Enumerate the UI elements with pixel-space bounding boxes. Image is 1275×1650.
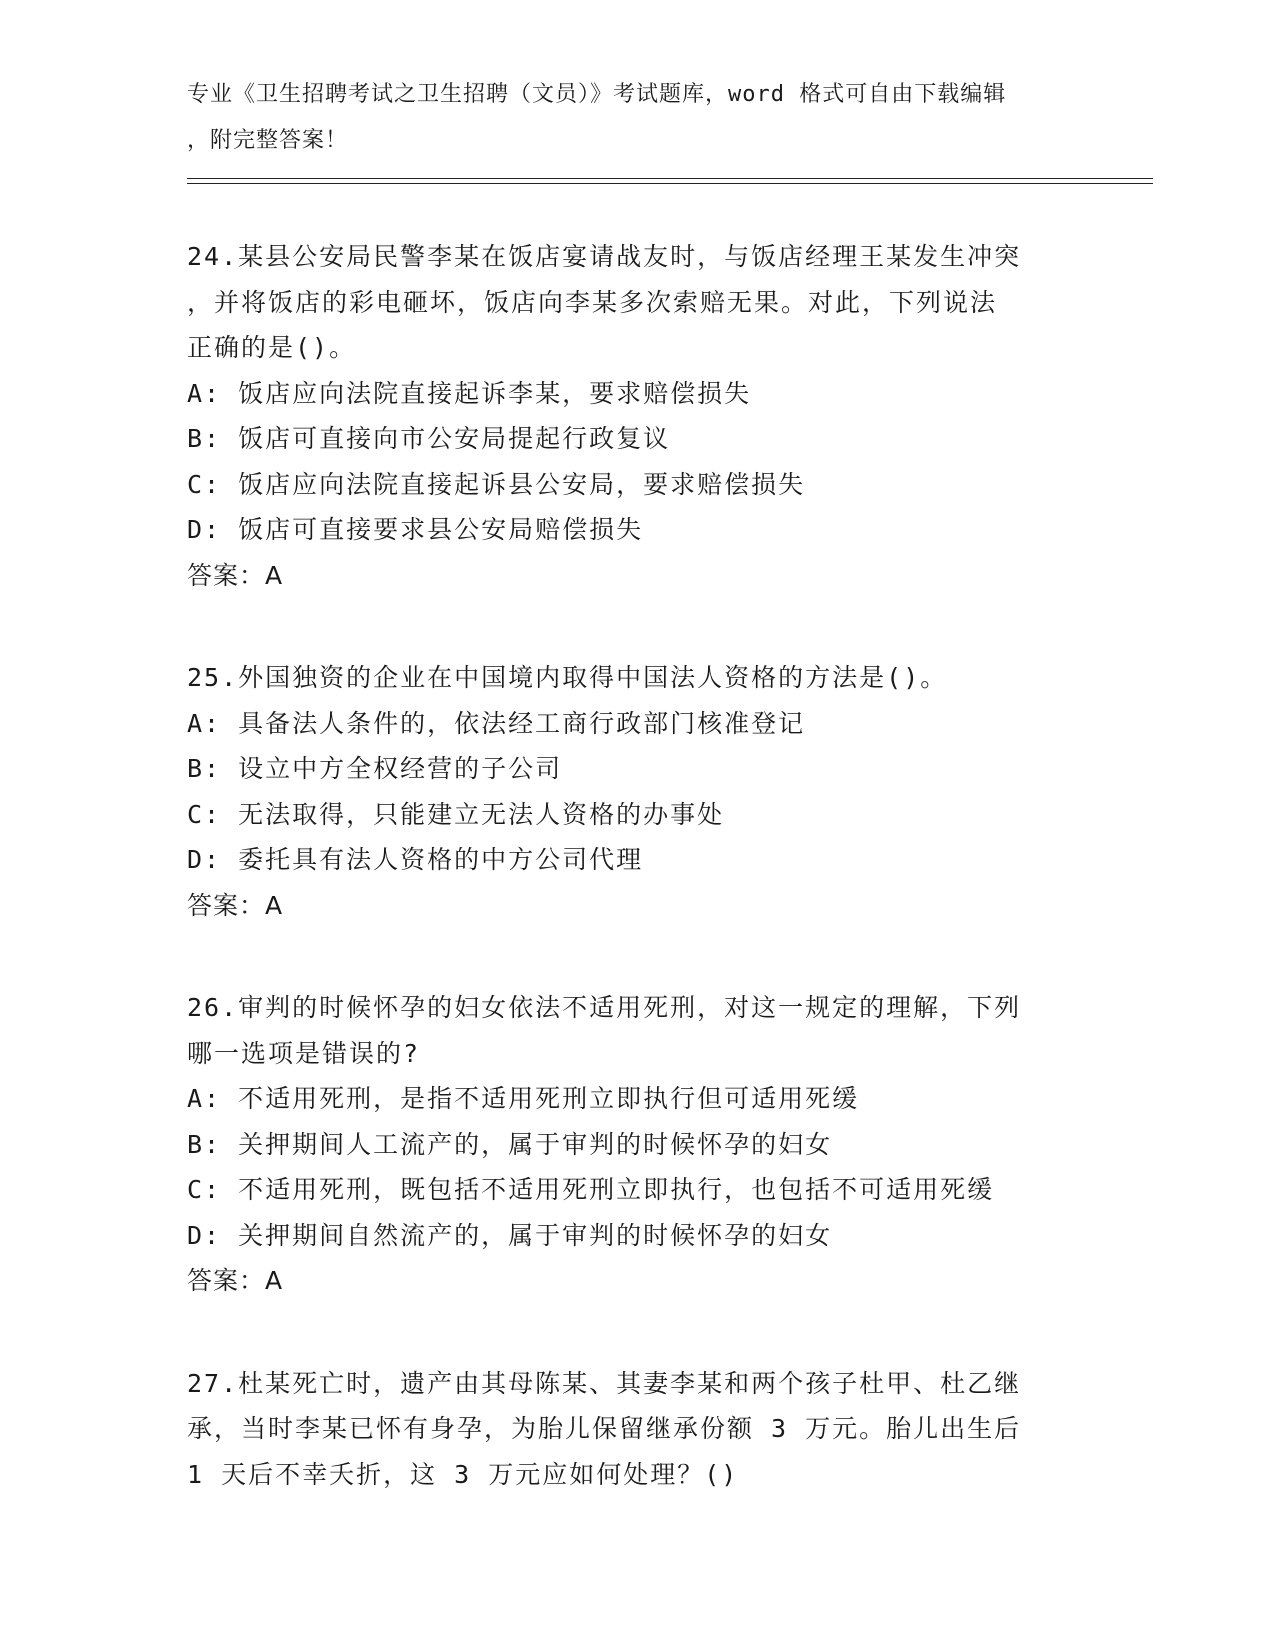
option-c: C: 不适用死刑，既包括不适用死刑立即执行，也包括不可适用死缓 <box>187 1175 995 1204</box>
question-stem: 正确的是()。 <box>187 333 357 362</box>
header-line-1: 专业《卫生招聘考试之卫生招聘（文员）》考试题库，word 格式可自由下载编辑 <box>187 82 1007 107</box>
option-c: C: 饭店应向法院直接起诉县公安局，要求赔偿损失 <box>187 469 806 499</box>
option-b: B: 饭店可直接向市公安局提起行政复议 <box>187 424 671 453</box>
option-d: D: 关押期间自然流产的，属于审判的时候怀孕的妇女 <box>187 1220 833 1250</box>
question-list <box>187 234 1087 1554</box>
question-stem: 1 天后不幸夭折，这 3 万元应如何处理？() <box>187 1459 739 1489</box>
option-a: A: 具备法人条件的，依法经工商行政部门核准登记 <box>187 708 806 738</box>
option-c: C: 无法取得，只能建立无法人资格的办事处 <box>187 799 725 829</box>
option-d: D: 委托具有法人资格的中方公司代理 <box>187 845 644 874</box>
document-header <box>187 72 1087 163</box>
option-a: A: 不适用死刑，是指不适用死刑立即执行但可适用死缓 <box>187 1084 860 1113</box>
option-a: A: 饭店应向法院直接起诉李某，要求赔偿损失 <box>187 378 752 408</box>
question-25 <box>187 655 1087 928</box>
question-stem: 27.杜某死亡时，遗产由其母陈某、其妻李某和两个孩子杜甲、杜乙继 <box>187 1368 1022 1398</box>
option-b: B: 设立中方全权经营的子公司 <box>187 754 563 783</box>
option-b: B: 关押期间人工流产的，属于审判的时候怀孕的妇女 <box>187 1129 833 1159</box>
question-stem: 承，当时李某已怀有身孕，为胎儿保留继承份额 3 万元。胎儿出生后 <box>187 1414 1022 1443</box>
header-divider-bottom <box>187 183 1153 184</box>
question-stem: ，并将饭店的彩电砸坏，饭店向李某多次索赔无果。对此，下列说法 <box>187 287 998 317</box>
header-line-2: ，附完整答案！ <box>187 127 349 153</box>
question-24 <box>187 234 1087 598</box>
answer: 答案：A <box>187 890 284 920</box>
question-stem: 26.审判的时候怀孕的妇女依法不适用死刑，对这一规定的理解，下列 <box>187 993 1022 1022</box>
question-26 <box>187 985 1087 1304</box>
option-d: D: 饭店可直接要求县公安局赔偿损失 <box>187 515 644 544</box>
question-stem: 25.外国独资的企业在中国境内取得中国法人资格的方法是()。 <box>187 663 948 692</box>
header-divider-top <box>187 178 1153 179</box>
question-27 <box>187 1361 1087 1498</box>
question-stem: 哪一选项是错误的? <box>187 1038 421 1068</box>
question-stem: 24.某县公安局民警李某在饭店宴请战友时，与饭店经理王某发生冲突 <box>187 242 1022 271</box>
answer: 答案：A <box>187 560 284 590</box>
answer: 答案：A <box>187 1266 284 1295</box>
